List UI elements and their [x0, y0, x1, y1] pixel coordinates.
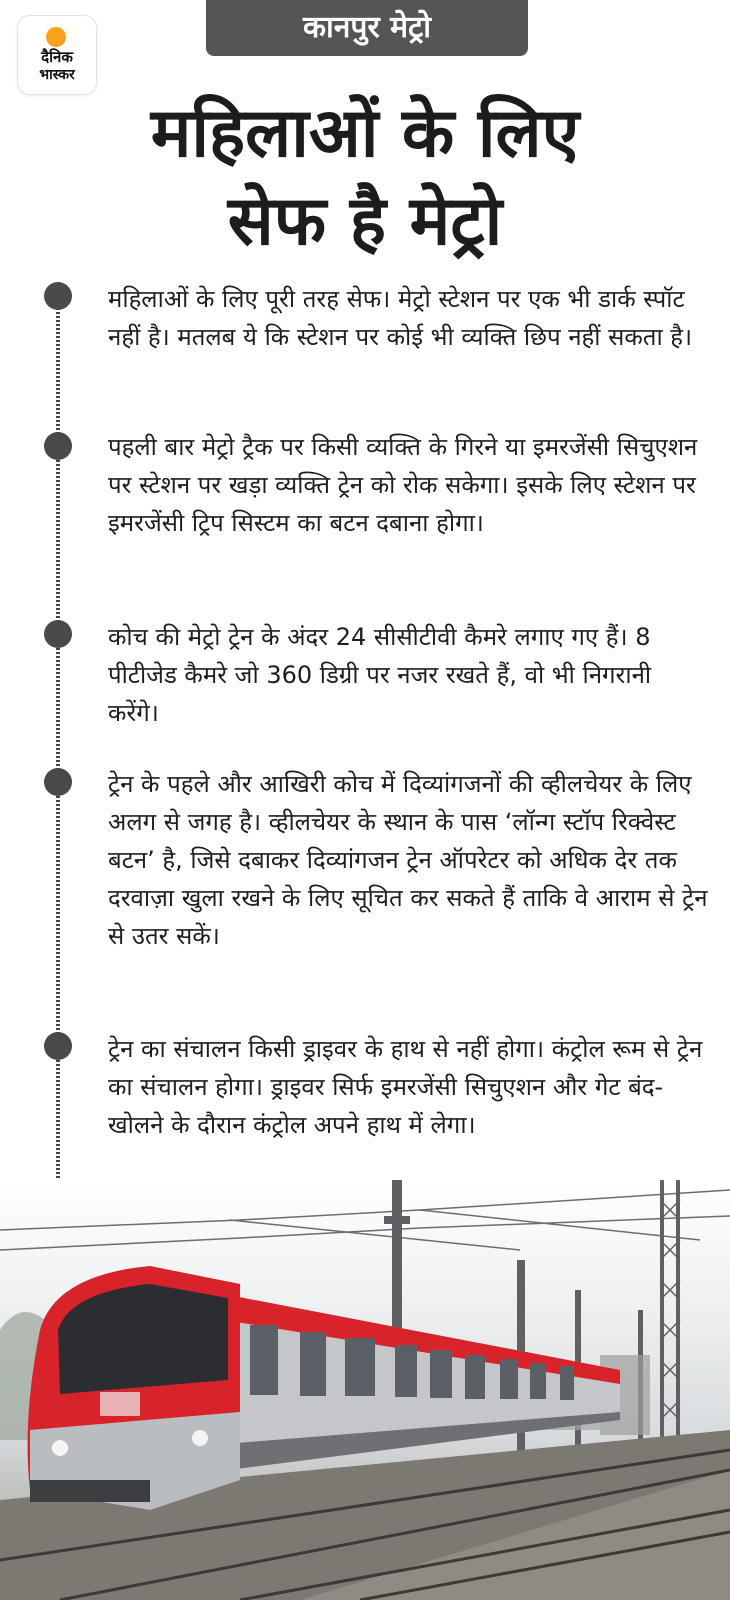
bullet-dot-icon — [44, 1032, 72, 1060]
bullet-dot-icon — [44, 432, 72, 460]
city-tag: कानपुर मेट्रो — [206, 0, 528, 56]
point-2: पहली बार मेट्रो ट्रैक पर किसी व्यक्ति के गिरने या इमरजेंसी सिचुएशन पर स्टेशन पर खड़ा व्यक्ति ट्रेन को रोक सकेगा। इसके लिए स्टेशन पर इमरजेंसी ट्रिप सिस्टम का बटन दबाना होगा। — [108, 433, 698, 537]
point-4: ट्रेन के पहले और आखिरी कोच में दिव्यांगजनों की व्हीलचेयर के लिए अलग से जगह है। व्हीलचेयर के स्थान के पास ‘लॉन्ग स्टॉप रिक्वेस्ट बटन’ है, जिसे दबाकर दिव्यांगजन ट्रेन ऑपरेटर को अधिक देर तक दरवाज़ा खुला रखने के लिए सूचित कर सकते हैं ताकि वे आराम से ट्रेन से उतर सकें। — [108, 770, 708, 950]
bullet-dot-icon — [44, 768, 72, 796]
logo-sun-icon — [46, 27, 66, 47]
dainik-bhaskar-logo — [18, 16, 96, 94]
metro-train-photo — [0, 1180, 730, 1600]
metro-train-illustration — [0, 1180, 730, 1600]
headline — [0, 90, 730, 266]
point-5: ट्रेन का संचालन किसी ड्राइवर के हाथ से नहीं होगा। कंट्रोल रूम से ट्रेन का संचालन होगा। ड्राइवर सिर्फ इमरजेंसी सिचुएशन और गेट बंद-खोलने के दौरान कंट्रोल अपने हाथ में लेगा। — [108, 1035, 703, 1139]
logo-text-line1: दैनिक — [41, 48, 73, 66]
bullet-dot-icon — [44, 282, 72, 310]
bullet-dot-icon — [44, 620, 72, 648]
logo-text-line2: भास्कर — [39, 67, 75, 83]
point-3: कोच की मेट्रो ट्रेन के अंदर 24 सीसीटीवी कैमरे लगाए गए हैं। 8 पीटीजेड कैमरे जो 360 डिग्री पर नजर रखते हैं, वो भी निगरानी करेंगे। — [108, 623, 652, 727]
headline-line1: महिलाओं के लिए — [150, 94, 580, 173]
headline-line2: सेफ है मेट्रो — [227, 182, 503, 261]
point-1: महिलाओं के लिए पूरी तरह सेफ। मेट्रो स्टेशन पर एक भी डार्क स्पॉट नहीं है। मतलब ये कि स्टेशन पर कोई भी व्यक्ति छिप नहीं सकता है। — [108, 285, 693, 351]
